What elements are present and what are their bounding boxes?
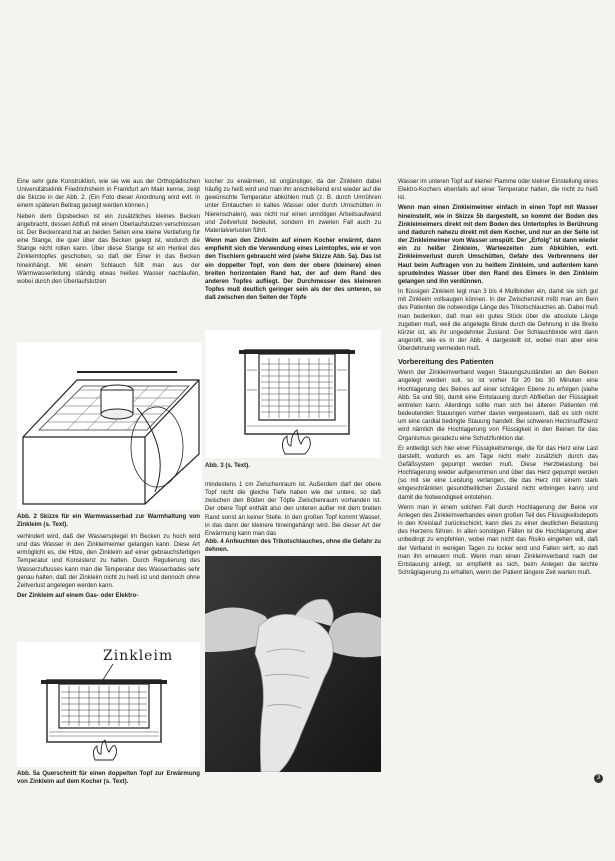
column-3-paragraph-3: In flüssigen Zinkleim legt man 3 bis 4 Mullbinden ein, damit sie sich gut mit Zinkleim vollsaugen können. In der Zwischenzeit mißt man am Bein des Patienten die notwendige Länge des Trikotschlauches ab. Dabei muß man bedenken, daß man ein gutes Stück über die absolute Länge zugeben muß, weil die angelegte Binde durch die Dehnung in die Breite kürzer ist, als ihr ungedehnter Zustand. Der Schlauchbinde wird dann angerollt, wie es in der Abb. 4 dargestellt ist, wobei man aber eine Überdehnung vermeiden muß. — [398, 288, 598, 353]
column-1-bottom — [17, 533, 200, 602]
figure-3-pot-on-burner — [205, 330, 381, 458]
column-3-paragraph-6: Wenn man in einem solchen Fall durch Hochlagerung der Beine vor Anlegen des Zinkleimverbandes einen großen Teil des Flüssigkeitsdepots in den Kreislauf zurückschickt, kann dies zu einer deutlichen Belastung des Herzens führen. In allen sonstigen Fällen ist die Hochlagerung aber unbedingt zu empfehlen, wobei man nicht das Risiko eingehen will, daß der Verband in wenigen Tagen zu locker wird und Falten wirft, so daß man ihn erneuern muß. Wenn man einen Zinkleimverband nach der Entstauung anlegt, so empfiehlt es sich, beim Anlegen die leichte Schräglagerung zu erhalten, wenn der Patient längere Zeit warten muß. — [398, 503, 598, 577]
column-1-top — [17, 178, 200, 288]
figure-4-caption-text: Anfeuchten des Trikotschlauches, ohne die Gefahr zu dehnen. — [205, 538, 381, 553]
figure-3-caption — [205, 462, 381, 470]
column-2-paragraph-1: kocher zu erwärmen, ist ungünstiger, da der Zinkleim dabei häufig zu heiß wird und man ihn anschließend erst wieder auf die gewünschte Temperatur abkühlen muß (z. B. durch Umrühren unter Eintauchen in kaltes Wasser oder durch Umschütten in Nierenschalen), was nicht nur einen unnötigen Arbeitsaufwand und Zeitverlust bedeutet, sondern im zweiten Fall auch zu Materialverlusten führt. — [205, 178, 381, 234]
column-2-paragraph-2: Wenn man den Zinkleim auf einem Kocher erwärmt, dann empfiehlt sich die Verwendung eines Leimtopfes, wie er von den Tischlern gebraucht wird (siehe Skizze Abb. 5a). Das ist ein doppelter Topf, von dem der obere (kleinere) einen breiten horizontalen Rand hat, der auf dem Rand des anderen Topfes aufliegt. Der Durchmesser des kleineren Topfes muß deutlich geringer sein als der des unteren, so daß zwischen den Seiten der Töpfe — [205, 237, 381, 302]
figure-5a-caption-label: Abb. 5a — [17, 770, 40, 777]
column-3-paragraph-4: Wenn der Zinkleimverband wegen Stauungszuständen an den Beinen angelegt werden soll, so ist vorher für 20 bis 30 Minuten eine Hochlagerung des Beines auf einer schrägen Ebene zu erfolgen (siehe Abb. 5a und 5b), damit eine Entstauung durch Abfließen der Flüssigkeit eintreten kann. Allerdings sollte man sich bei älteren Patienten mit bedeutenden Stauungen vorher davon vergewissern, daß es sich nicht um eine cardial bedingte Stauung handelt. Bei schweren Herzinsuffizienz wird nämlich die Hochlagerung von Flüssigkeit in den Beinen für das Organismus geradezu eine Schutzfunktion dar. — [398, 369, 598, 442]
double-pot-drawing — [17, 642, 200, 767]
figure-3-caption-text: (s. Text). — [225, 462, 250, 469]
figure-3-caption-label: Abb. 3 — [205, 462, 224, 469]
figure-5a-double-pot — [17, 642, 200, 767]
page-number-marker: 3 — [594, 774, 603, 783]
column-2-paragraph-3: mindestens 1 cm Zwischenraum ist. Außerdem darf der obere Topf nicht die gleiche Tiefe haben wie der untere, so daß zwischen den Böden der Töpfe Zwischenraum vorhanden ist. Der obere Topf enthält also den unteren außer mit dem breiten Rand sonst an keiner Stelle. In den großen Topf kommt Wasser, in das dann der kleinere hineingehängt wird. Bei dieser Art der Erwärmung kann man das — [205, 481, 381, 537]
column-1-intro: Eine sehr gute Konstruktion, wie sie wie aus der Orthopädischen Universitätsklinik Friedrichsheim in Frankfurt am Main kenne, zeigt die Skizze in der Abb. 2. (Ein Foto dieser Anordnung wird evtl. in einem späteren Beitrag gezeigt werden können.) — [17, 178, 200, 210]
column-1-paragraph: Neben dem Gipsbecken ist ein zusätzliches kleines Becken angebracht, dessen Abfluß mit einem Überlaufstutzen verschlossen ist. Der Beckenrand hat an beiden Seiten eine kleine Vertiefung für eine Stange, die quer über das Becken gelegt ist, wodurch die Stange nicht rollen kann. Über diese Stange ist ein Henkel des Zinkleimtopfes geschoben, so daß der Einer in das Becken hineinhängt. Mit einem Schlauch füllt man aus der Wärmwasserleitung ständig etwas heißes Wasser nachlaufen, wobei durch den Überlaufstutzen — [17, 212, 200, 285]
figure-5a-caption-text: Querschnitt für einen doppelten Topf zur Erwärmung von Zinkleim auf dem Kocher (s. Text). — [17, 770, 200, 785]
column-3 — [398, 178, 598, 579]
figure-4-caption — [205, 538, 381, 554]
figure-4-photo-stockinette — [205, 556, 381, 772]
figure-5a-caption — [17, 770, 200, 786]
column-3-paragraph-2: Wenn man einen Zinkleimeimer einfach in einen Topf mit Wasser hineinstellt, wie in Skizze 5b dargestellt, so kommt der Boden des Zinkleimeimers direkt mit dem Boden des Untertopfes in Berührung und dadurch nahezu direkt mit dem Kocher, und nur an der Seite ist der Zinkleimeimer vom Wasser umspült. Der „Erfolg" ist dann wieder ein zu heißer Zinkleim, Warteezeiten zum Abkühlen, evtl. Zinkleimverlust durch Umschütten, Gefahr des Verbrennens der Haut beim Auftragen von zu heißem Zinkleim, und außerdem kann sprudelndes Wasser über den Rand des Eimers in den Zinkleim gelangen und ihn verdünnen. — [398, 204, 598, 285]
zinkleim-label: Zinkleim — [103, 648, 174, 664]
column-2-top — [205, 178, 381, 304]
figure-4-caption-label: Abb. 4 — [205, 538, 224, 545]
section-heading: Vorbereitung des Patienten — [398, 357, 494, 367]
column-2-middle — [205, 481, 381, 540]
figure-2-caption-label: Abb. 2 — [17, 513, 37, 520]
figure-2-caption — [17, 513, 200, 529]
figure-2-water-bath-sketch — [17, 342, 202, 510]
column-3-paragraph-5: Er entledigt sich hier einer Flüssigkeitsmenge, die für das Herz eine Last darstellt, wodurch es am Tage nicht mehr zusätzlich durch das Gefäßsystem gepumpt werden muß. Diese Herzbelastung bei Hochlagerung wieder aufgenommen und über das Herz gepumpt werden (so mit sie eine Leistung verlangen, die das Herz mit einem stark eingeschränkten gesundheitlichen Zustand nicht erbringen kann) und damit die Notwendigkeit entstehen. — [398, 444, 598, 501]
column-1-paragraph-3: verhindert wird, daß der Wasserspiegel im Becken zu hoch wird und das Wasser in den Zinkleimeimer gelangen kann. Diese Art ermöglicht es, die Hitze, den Zinkleim auf einer gebrauchsfertigen Temperatur und Konsistenz zu halten. Durch Regulierung des Wasserzuflusses kann man die Temperatur des Wasserbades sehr genau halten, daß der Zinkleim nicht zu heiß ist und dennoch ohne Zeitverlust angelegen werden kann. — [17, 533, 200, 589]
column-1-paragraph-4: Der Zinkleim auf einem Gas- oder Elektro- — [17, 592, 139, 600]
figure-2-caption-text: Skizze für ein Warmwasserbad zur Warmhaltung von Zinkleim (s. Text). — [17, 513, 200, 528]
column-3-paragraph-1: Wasser im unteren Topf auf kleiner Flamme oder kleiner Einstellung eines Elektro-Kochers ebenfalls auf einer Temperatur halten, die nicht zu heiß ist. — [398, 178, 598, 202]
